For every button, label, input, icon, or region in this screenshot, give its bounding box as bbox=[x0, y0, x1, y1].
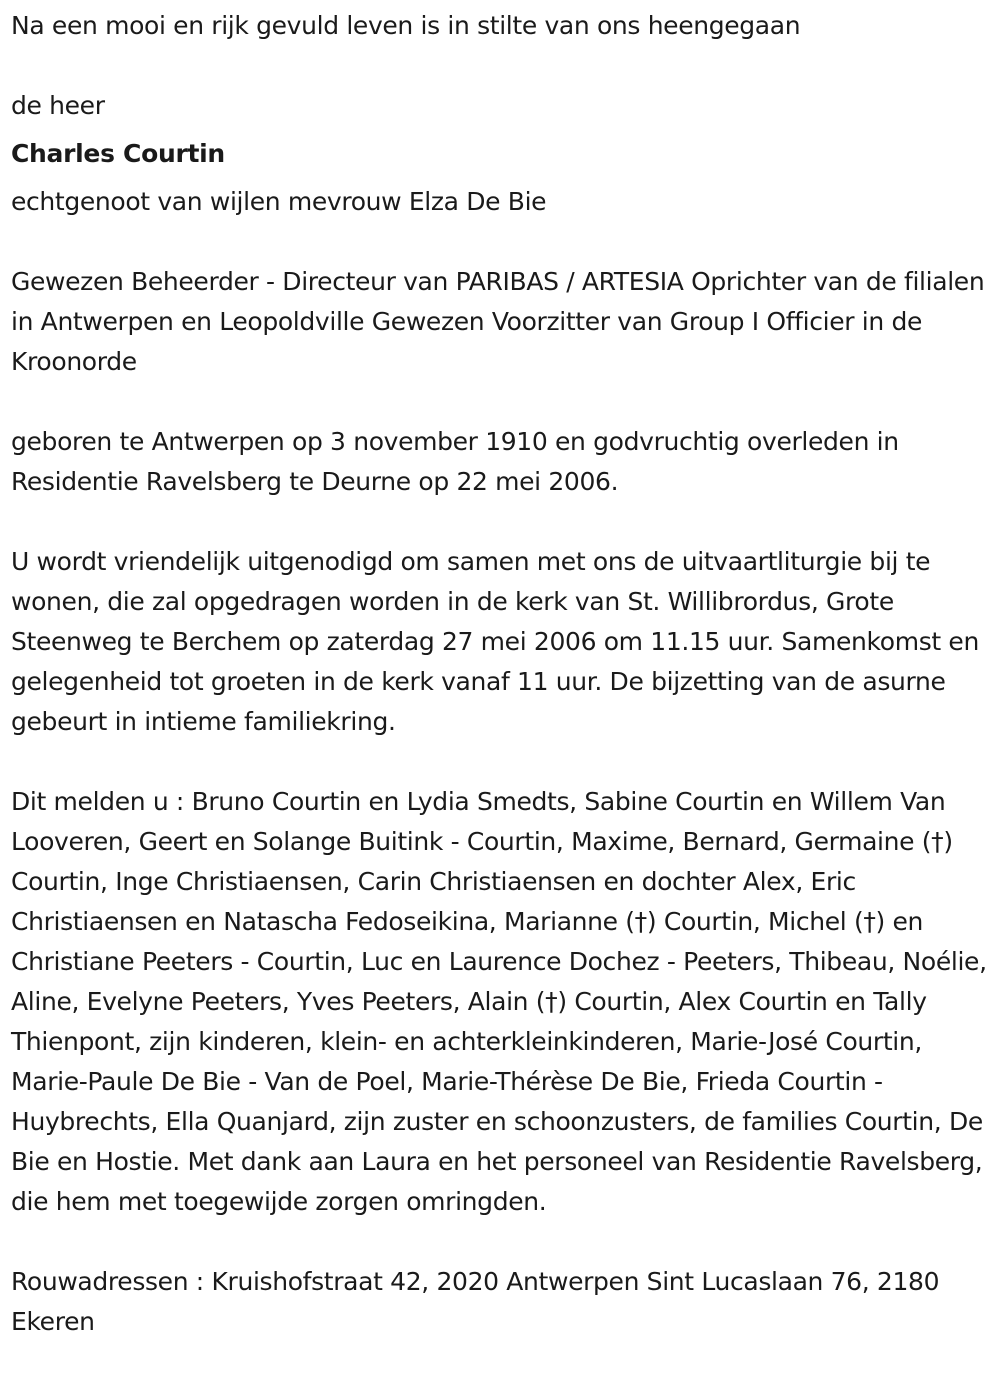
spacer bbox=[11, 1222, 996, 1262]
family-text: Dit melden u : Bruno Courtin en Lydia Smedts, Sabine Courtin en Willem Van Looveren, Geert en Solange Buitink - Courtin, Maxime, Bernard, Germaine (†) Courtin, Inge Christiaensen, Carin Christiaensen en dochter Alex, Eric Christiaensen en Natascha Fedoseikina, Marianne (†) Courtin, Michel (†) en Christiane Peeters - Courtin, Luc en Laurence Dochez - Peeters, Thibeau, Noélie, Aline, Evelyne Peeters, Yves Peeters, Alain (†) Courtin, Alex Courtin en Tally Thienpont, zijn kinderen, klein- en achterkleinkinderen, Marie-José Courtin, Marie-Paule De Bie - Van de Poel, Marie-Thérèse De Bie, Frieda Courtin - Huybrechts, Ella Quanjard, zijn zuster en schoonzusters, de families Courtin, De Bie en Hostie. Met dank aan Laura en het personeel van Residentie Ravelsberg, die hem met toegewijde zorgen omringden. bbox=[11, 787, 987, 1216]
spacer bbox=[11, 382, 996, 422]
spacer bbox=[11, 742, 996, 782]
spacer bbox=[11, 502, 996, 542]
spacer bbox=[11, 222, 996, 262]
deceased-name: Charles Courtin bbox=[11, 139, 225, 168]
ceremony-text: U wordt vriendelijk uitgenodigd om samen met ons de uitvaartliturgie bij te wonen, die zal opgedragen worden in de kerk van St. Willibrordus, Grote Steenweg te Berchem op zaterdag 27 mei 2006 om 11.15 uur. Samenkomst en gelegenheid tot groeten in de kerk vanaf 11 uur. De bijzetting van de asurne gebeurt in intieme familiekring. bbox=[11, 547, 979, 736]
birth-death-text: geboren te Antwerpen op 3 november 1910 en godvruchtig overleden in Residentie Ravelsberg te Deurne op 22 mei 2006. bbox=[11, 427, 899, 496]
salutation: de heer bbox=[11, 91, 105, 120]
death-notice bbox=[11, 6, 996, 1342]
spacer bbox=[11, 46, 996, 86]
addresses-text: Rouwadressen : Kruishofstraat 42, 2020 Antwerpen Sint Lucaslaan 76, 2180 Ekeren bbox=[11, 1267, 940, 1336]
spouse-text: echtgenoot van wijlen mevrouw Elza De Bie bbox=[11, 187, 547, 216]
career-text: Gewezen Beheerder - Directeur van PARIBAS / ARTESIA Oprichter van de filialen in Antwerpen en Leopoldville Gewezen Voorzitter van Group I Officier in de Kroonorde bbox=[11, 267, 985, 376]
intro-text: Na een mooi en rijk gevuld leven is in stilte van ons heengegaan bbox=[11, 11, 801, 40]
